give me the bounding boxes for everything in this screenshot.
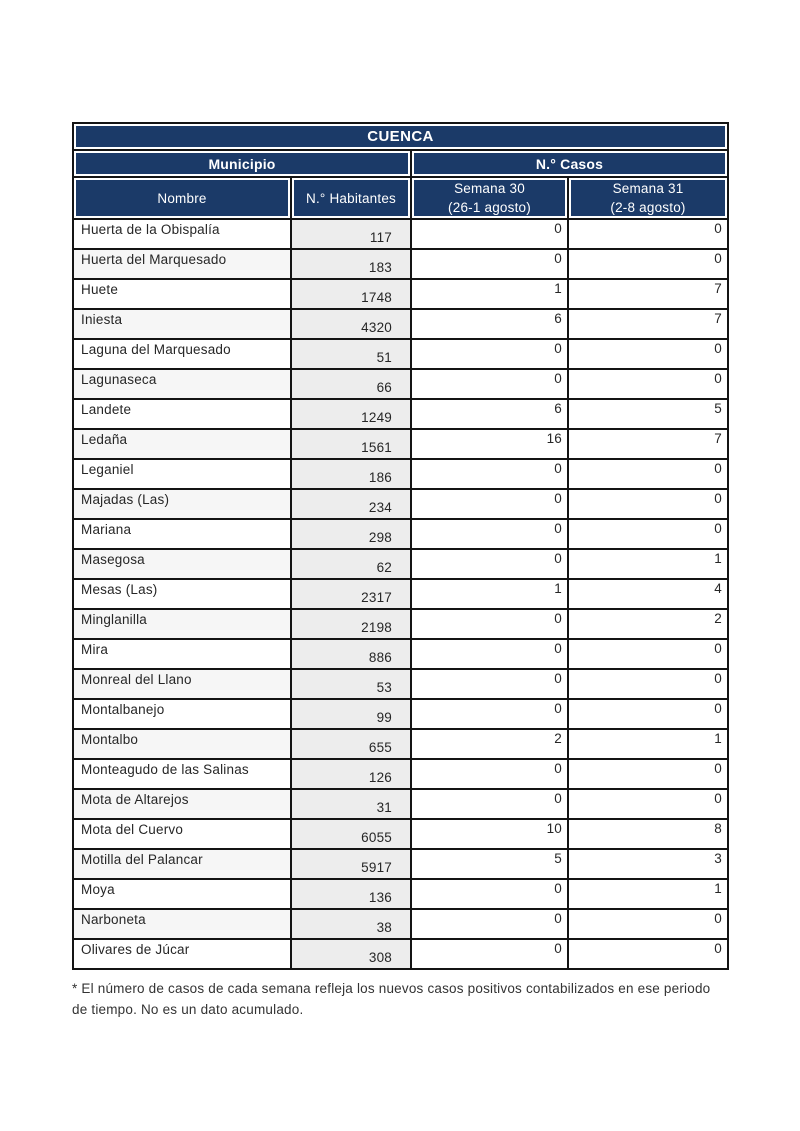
semana30-cases-cell: 0	[411, 639, 568, 669]
municipality-name-cell: Narboneta	[73, 909, 291, 939]
table-row	[73, 789, 728, 819]
semana30-cases-cell: 0	[411, 789, 568, 819]
semana30-cases-cell: 0	[411, 909, 568, 939]
municipality-name-cell: Monreal del Llano	[73, 669, 291, 699]
municipality-name-cell: Mota del Cuervo	[73, 819, 291, 849]
habitantes-cell: 2317	[291, 579, 411, 609]
semana30-cases-cell: 0	[411, 369, 568, 399]
footnote: * El número de casos de cada semana refleja los nuevos casos positivos contabilizados en ese periodo de tiempo. No es un dato acumulado.	[72, 981, 711, 1017]
semana30-cases-cell: 0	[411, 939, 568, 969]
province-title-row	[73, 123, 728, 150]
habitantes-cell: 126	[291, 759, 411, 789]
semana31-dates: (2-8 agosto)	[610, 200, 686, 215]
habitantes-cell: 2198	[291, 609, 411, 639]
municipality-name-cell: Motilla del Palancar	[73, 849, 291, 879]
habitantes-cell: 234	[291, 489, 411, 519]
habitantes-cell: 4320	[291, 309, 411, 339]
semana31-cases-cell: 1	[568, 729, 728, 759]
semana30-cases-cell: 5	[411, 849, 568, 879]
habitantes-cell: 136	[291, 879, 411, 909]
semana31-cases-cell: 0	[568, 519, 728, 549]
semana31-cases-cell: 8	[568, 819, 728, 849]
table-row	[73, 279, 728, 309]
cases-report	[72, 122, 728, 1021]
semana30-cases-cell: 0	[411, 489, 568, 519]
semana31-cases-cell: 7	[568, 429, 728, 459]
table-row	[73, 519, 728, 549]
table-row	[73, 879, 728, 909]
municipality-name-cell: Moya	[73, 879, 291, 909]
table-row	[73, 219, 728, 249]
municipality-name-cell: Mota de Altarejos	[73, 789, 291, 819]
semana30-cases-cell: 0	[411, 219, 568, 249]
habitantes-cell: 53	[291, 669, 411, 699]
table-row	[73, 639, 728, 669]
habitantes-cell: 6055	[291, 819, 411, 849]
semana30-cases-cell: 0	[411, 249, 568, 279]
semana31-cases-cell: 0	[568, 219, 728, 249]
semana30-cases-cell: 0	[411, 609, 568, 639]
semana30-dates: (26-1 agosto)	[448, 200, 531, 215]
semana30-cases-cell: 0	[411, 459, 568, 489]
table-row	[73, 849, 728, 879]
semana30-cases-cell: 16	[411, 429, 568, 459]
semana31-cases-cell: 0	[568, 699, 728, 729]
semana30-cases-cell: 1	[411, 579, 568, 609]
semana30-cases-cell: 0	[411, 549, 568, 579]
semana30-label: Semana 30	[454, 181, 525, 196]
habitantes-cell: 1748	[291, 279, 411, 309]
group-header-casos: N.° Casos	[411, 150, 728, 177]
habitantes-cell: 31	[291, 789, 411, 819]
habitantes-cell: 62	[291, 549, 411, 579]
group-header-row	[73, 150, 728, 177]
group-header-municipio: Municipio	[73, 150, 411, 177]
semana31-label: Semana 31	[612, 181, 684, 196]
semana31-cases-cell: 5	[568, 399, 728, 429]
semana31-cases-cell: 0	[568, 639, 728, 669]
semana31-cases-cell: 0	[568, 489, 728, 519]
habitantes-cell: 99	[291, 699, 411, 729]
table-row	[73, 609, 728, 639]
municipality-name-cell: Lagunaseca	[73, 369, 291, 399]
table-row	[73, 459, 728, 489]
cases-table	[72, 122, 729, 970]
semana31-cases-cell: 0	[568, 939, 728, 969]
table-body	[73, 219, 728, 969]
table-row	[73, 729, 728, 759]
municipality-name-cell: Huerta del Marquesado	[73, 249, 291, 279]
municipality-name-cell: Leganiel	[73, 459, 291, 489]
habitantes-cell: 1249	[291, 399, 411, 429]
semana31-cases-cell: 1	[568, 549, 728, 579]
column-header-row	[73, 177, 728, 219]
semana30-cases-cell: 2	[411, 729, 568, 759]
habitantes-cell: 1561	[291, 429, 411, 459]
municipality-name-cell: Iniesta	[73, 309, 291, 339]
semana31-cases-cell: 0	[568, 369, 728, 399]
habitantes-cell: 38	[291, 909, 411, 939]
habitantes-cell: 183	[291, 249, 411, 279]
semana31-cases-cell: 4	[568, 579, 728, 609]
semana30-cases-cell: 0	[411, 699, 568, 729]
semana31-cases-cell: 0	[568, 339, 728, 369]
municipality-name-cell: Mariana	[73, 519, 291, 549]
semana31-cases-cell: 0	[568, 759, 728, 789]
table-row	[73, 399, 728, 429]
municipality-name-cell: Minglanilla	[73, 609, 291, 639]
habitantes-cell: 886	[291, 639, 411, 669]
municipality-name-cell: Mesas (Las)	[73, 579, 291, 609]
table-row	[73, 339, 728, 369]
semana30-cases-cell: 6	[411, 309, 568, 339]
table-row	[73, 249, 728, 279]
table-row	[73, 309, 728, 339]
municipality-name-cell: Majadas (Las)	[73, 489, 291, 519]
habitantes-cell: 308	[291, 939, 411, 969]
semana31-cases-cell: 0	[568, 909, 728, 939]
habitantes-cell: 5917	[291, 849, 411, 879]
municipality-name-cell: Montalbo	[73, 729, 291, 759]
municipality-name-cell: Laguna del Marquesado	[73, 339, 291, 369]
semana31-cases-cell: 3	[568, 849, 728, 879]
semana30-cases-cell: 0	[411, 339, 568, 369]
semana30-cases-cell: 6	[411, 399, 568, 429]
table-row	[73, 939, 728, 969]
table-row	[73, 489, 728, 519]
municipality-name-cell: Huerta de la Obispalía	[73, 219, 291, 249]
habitantes-cell: 186	[291, 459, 411, 489]
municipality-name-cell: Monteagudo de las Salinas	[73, 759, 291, 789]
semana30-cases-cell: 10	[411, 819, 568, 849]
semana31-cases-cell: 1	[568, 879, 728, 909]
municipality-name-cell: Huete	[73, 279, 291, 309]
table-header	[73, 123, 728, 219]
semana30-cases-cell: 0	[411, 759, 568, 789]
province-title: CUENCA	[73, 123, 728, 150]
municipality-name-cell: Landete	[73, 399, 291, 429]
municipality-name-cell: Montalbanejo	[73, 699, 291, 729]
table-row	[73, 579, 728, 609]
col-header-semana31	[568, 177, 728, 219]
table-row	[73, 909, 728, 939]
semana31-cases-cell: 0	[568, 789, 728, 819]
table-row	[73, 429, 728, 459]
col-header-nombre: Nombre	[73, 177, 291, 219]
table-row	[73, 669, 728, 699]
habitantes-cell: 298	[291, 519, 411, 549]
habitantes-cell: 51	[291, 339, 411, 369]
semana31-cases-cell: 0	[568, 249, 728, 279]
municipality-name-cell: Ledaña	[73, 429, 291, 459]
semana30-cases-cell: 1	[411, 279, 568, 309]
semana31-cases-cell: 7	[568, 279, 728, 309]
col-header-habitantes: N.° Habitantes	[291, 177, 411, 219]
municipality-name-cell: Mira	[73, 639, 291, 669]
semana31-cases-cell: 7	[568, 309, 728, 339]
semana30-cases-cell: 0	[411, 519, 568, 549]
habitantes-cell: 655	[291, 729, 411, 759]
col-header-semana30	[411, 177, 568, 219]
semana30-cases-cell: 0	[411, 879, 568, 909]
habitantes-cell: 66	[291, 369, 411, 399]
table-row	[73, 549, 728, 579]
table-row	[73, 759, 728, 789]
semana31-cases-cell: 0	[568, 669, 728, 699]
semana30-cases-cell: 0	[411, 669, 568, 699]
habitantes-cell: 117	[291, 219, 411, 249]
semana31-cases-cell: 2	[568, 609, 728, 639]
table-row	[73, 699, 728, 729]
municipality-name-cell: Olivares de Júcar	[73, 939, 291, 969]
municipality-name-cell: Masegosa	[73, 549, 291, 579]
table-row	[73, 819, 728, 849]
table-row	[73, 369, 728, 399]
semana31-cases-cell: 0	[568, 459, 728, 489]
